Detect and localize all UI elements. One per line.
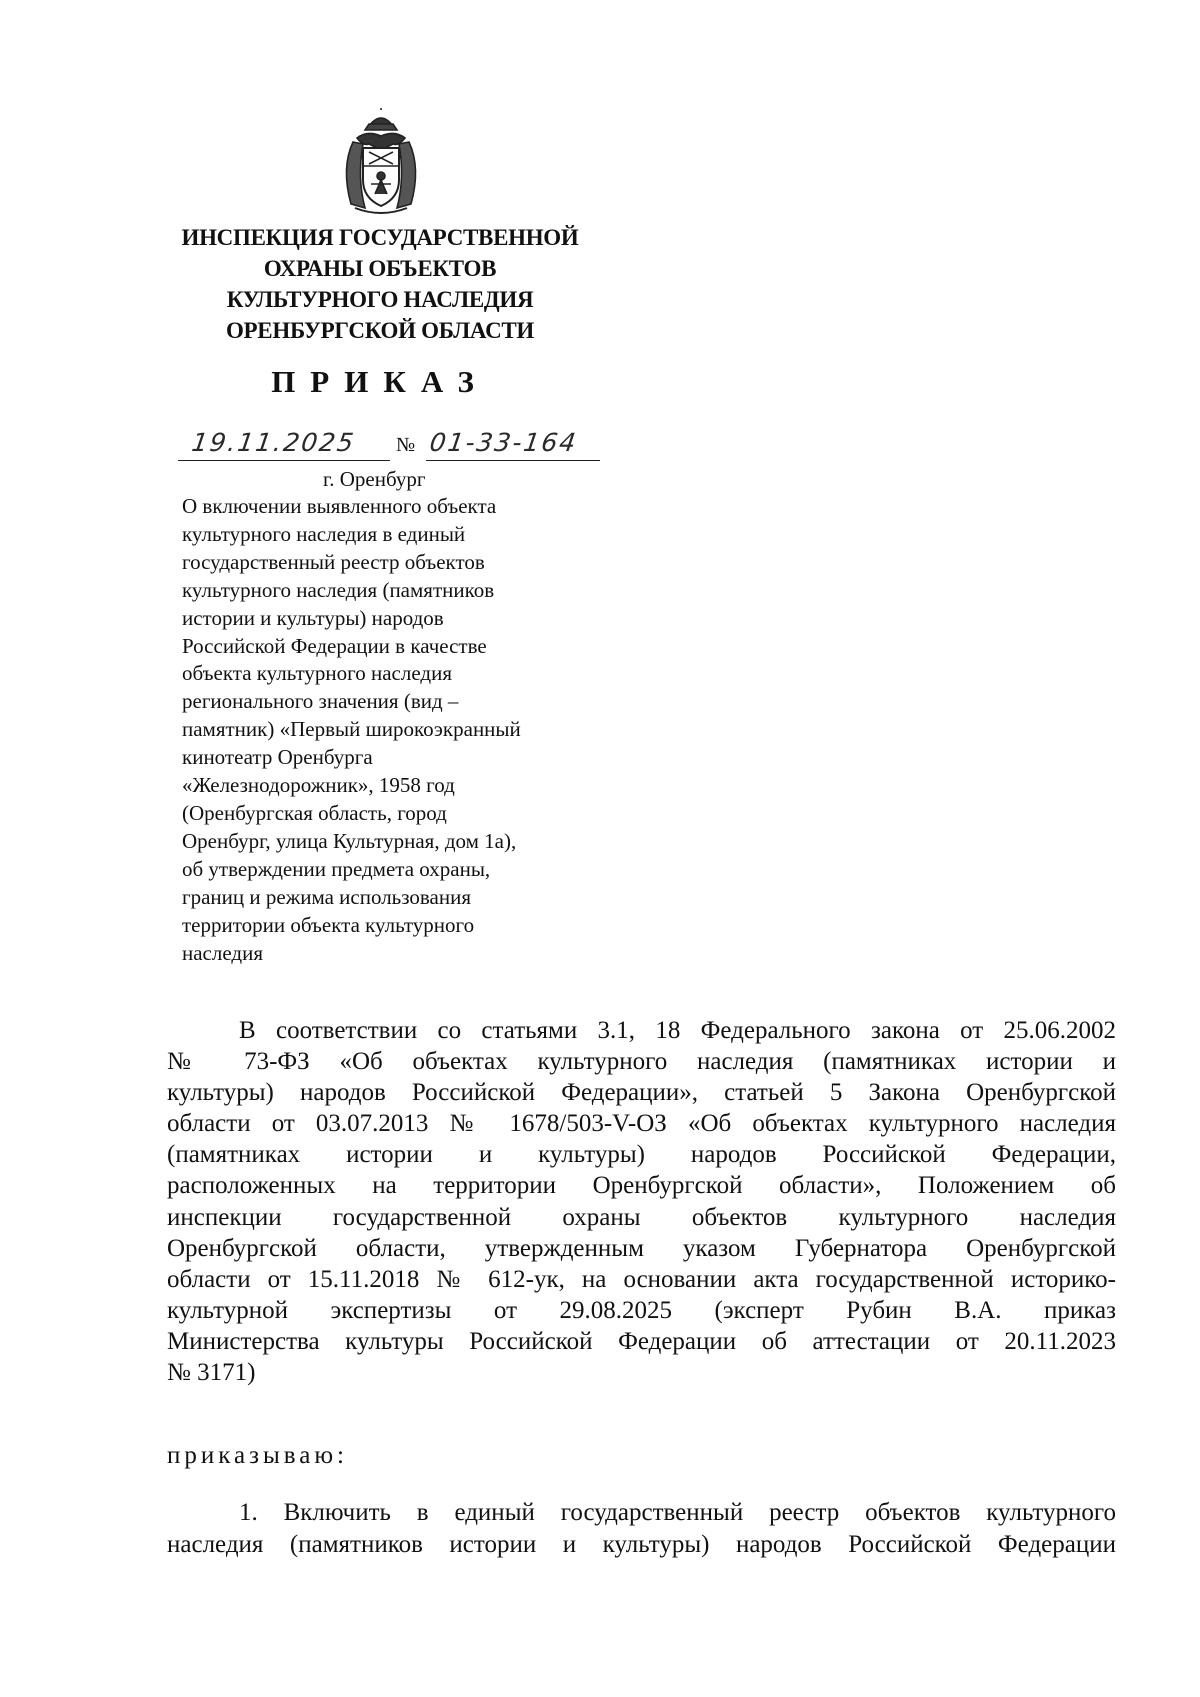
subject-line: об утверждении предмета охраны, [182, 856, 491, 881]
organization-name-line: КУЛЬТУРНОГО НАСЛЕДИЯ [226, 287, 534, 312]
preamble-line: культуры) народов Российской Федерации», статьей 5 Закона Оренбургской [167, 1079, 1116, 1107]
order-item-line: 1. Включить в единый государственный реестр объектов культурного [239, 1499, 1116, 1526]
preamble-line: (памятниках истории и культуры) народов Российской Федерации, [167, 1141, 1116, 1169]
preamble-line: Министерства культуры Российской Федерации об аттестации от 20.11.2023 [167, 1327, 1116, 1355]
coat-of-arms-icon [335, 108, 427, 216]
subject-line: «Железнодорожник», 1958 год [182, 773, 455, 798]
subject-line: культурного наследия (памятников [182, 577, 495, 602]
order-item-1 [167, 1497, 1116, 1560]
subject-line: О включении выявленного объекта [182, 494, 497, 518]
preamble-line: Оренбургской области, утвержденным указом Губернатора Оренбургской [167, 1234, 1116, 1262]
preamble-line: В соответствии со статьями 3.1, 18 Федерального закона от 25.06.2002 [239, 1017, 1116, 1044]
date-field [178, 428, 390, 461]
subject-line: Российской Федерации в качестве [182, 633, 487, 658]
document-type-title: ПРИКАЗ [271, 364, 489, 399]
subject-line: регионального значения (вид – [182, 689, 459, 714]
subject-line: (Оренбургская область, город [182, 800, 447, 825]
preamble-line: № 73-ФЗ «Об объектах культурного наследия (памятниках истории и [167, 1048, 1116, 1076]
city-label: г. Оренбург [323, 467, 426, 491]
subject-line: наследия [182, 940, 263, 965]
orders-word: приказываю: [167, 1442, 348, 1469]
subject-line: Оренбург, улица Культурная, дом 1а), [182, 828, 517, 853]
subject-line: границ и режима использования [182, 884, 472, 909]
subject-line: культурного наследия в единый [182, 521, 466, 546]
preamble-line: культурной экспертизы от 29.08.2025 (эксперт Рубин В.А. приказ [167, 1296, 1116, 1324]
preamble-line: инспекции государственной охраны объектов культурного наследия [167, 1203, 1116, 1231]
subject-line: объекта культурного наследия [182, 661, 452, 686]
subject-line: территории объекта культурного [182, 912, 475, 937]
order-item-line: наследия (памятников истории и культуры) народов Российской Федерации [167, 1530, 1116, 1558]
handwritten-date: 19.11.2025 [189, 428, 358, 457]
subject-line: памятник) «Первый широкоэкранный [182, 717, 521, 742]
subject-line: истории и культуры) народов [182, 605, 444, 630]
subject-block [182, 493, 602, 967]
subject-line: кинотеатр Оренбурга [182, 745, 373, 770]
preamble-line: области от 15.11.2018 № 612-ук, на основании акта государственной историко- [167, 1265, 1116, 1293]
organization-name-line: ОРЕНБУРГСКОЙ ОБЛАСТИ [225, 318, 535, 343]
preamble-line: области от 03.07.2013 № 1678/503-V-ОЗ «Об объектах культурного наследия [167, 1110, 1116, 1138]
organization-name [160, 222, 600, 346]
organization-name-line: ОХРАНЫ ОБЪЕКТОВ [263, 256, 497, 281]
number-field [426, 428, 600, 461]
preamble-line: расположенных на территории Оренбургской области», Положением об [167, 1172, 1116, 1200]
number-sign: № [396, 434, 416, 456]
preamble-line: № 3171) [167, 1359, 256, 1387]
registration-line [178, 428, 598, 464]
handwritten-number: 01-33-164 [427, 428, 580, 457]
subject-line: государственный реестр объектов [182, 549, 485, 574]
preamble-paragraph [167, 1015, 1116, 1388]
organization-name-line: ИНСПЕКЦИЯ ГОСУДАРСТВЕННОЙ [181, 225, 579, 250]
